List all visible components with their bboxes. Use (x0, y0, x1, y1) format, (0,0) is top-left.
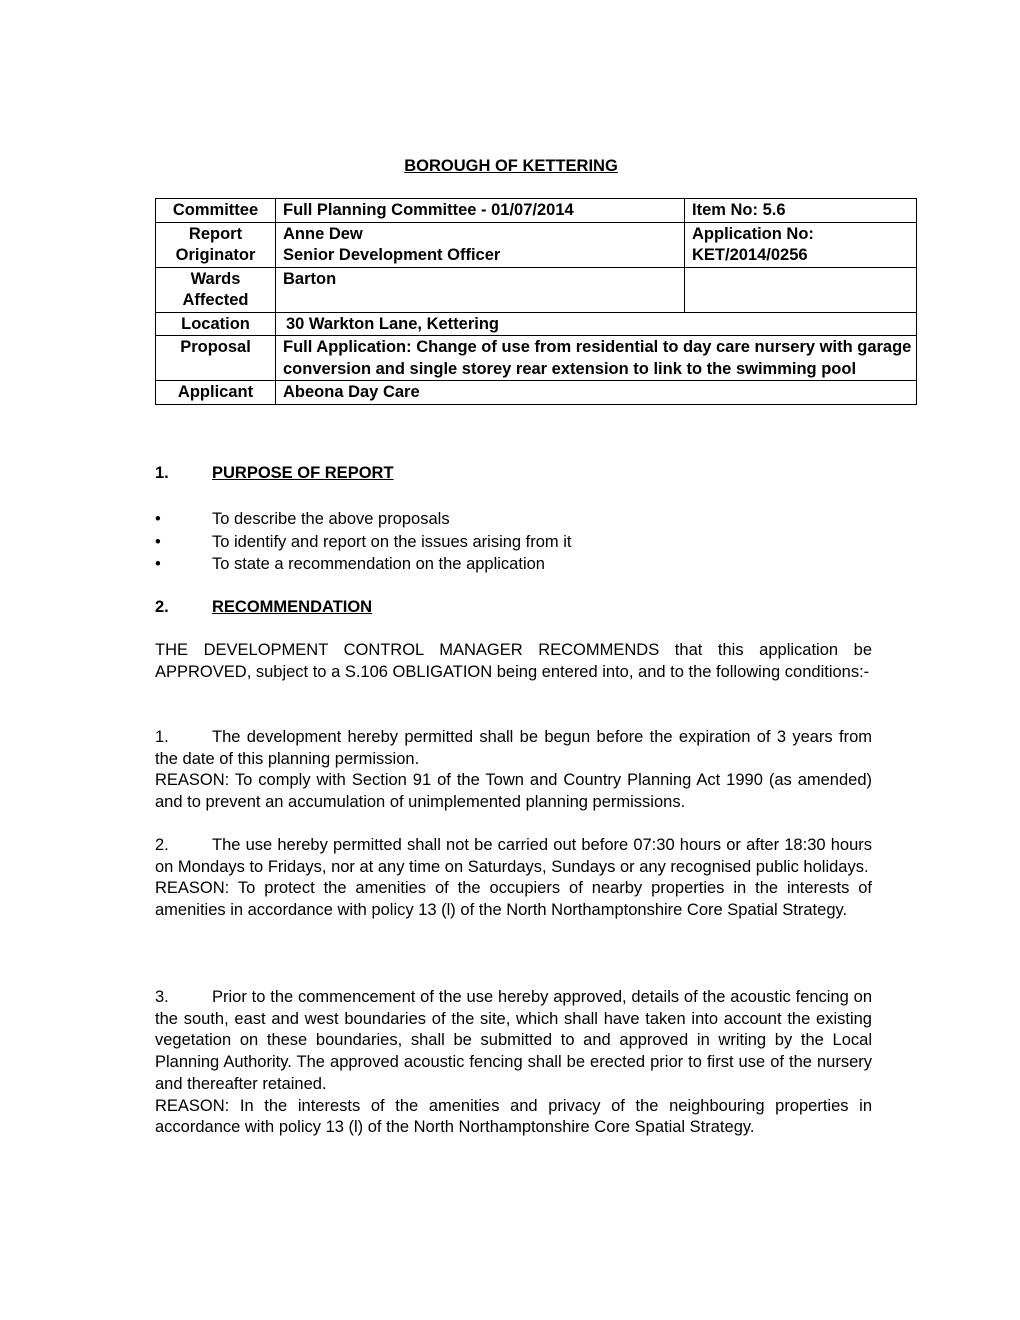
condition-2 (155, 835, 872, 922)
wards-row (156, 267, 917, 312)
applicant-value: Abeona Day Care (276, 381, 917, 405)
condition-1-reason: REASON: To comply with Section 91 of the Town and Country Planning Act 1990 (as amended) and to prevent an accumulation of unimplemented planning permissions. (155, 771, 872, 812)
applicant-row (156, 381, 917, 405)
wards-label: Wards Affected (156, 267, 276, 312)
proposal-row (156, 336, 917, 381)
application-number-cell (685, 222, 917, 267)
committee-value: Full Planning Committee - 01/07/2014 (276, 199, 685, 223)
list-item (155, 508, 572, 531)
section-2-number: 2. (155, 598, 169, 616)
wards-value: Barton (276, 267, 685, 312)
bullet-text: To state a recommendation on the application (212, 555, 545, 573)
location-label: Location (156, 312, 276, 336)
bullet-icon: • (155, 555, 161, 573)
section-2-title: RECOMMENDATION (212, 598, 373, 616)
list-item (155, 531, 572, 554)
report-originator-value (276, 222, 685, 267)
item-number: Item No: 5.6 (685, 199, 917, 223)
report-originator-label: Report Originator (156, 222, 276, 267)
application-info-table (155, 198, 917, 405)
wards-empty-cell (685, 267, 917, 312)
application-number-value: KET/2014/0256 (692, 246, 808, 264)
condition-2-text: 2. The use hereby permitted shall not be carried out before 07:30 hours or after 18:30 hours on Mondays to Fridays, nor at any time on Saturdays, Sundays or any recognised public holidays. (155, 836, 872, 876)
condition-1 (155, 727, 872, 814)
bullet-icon: • (155, 532, 161, 551)
applicant-label: Applicant (156, 381, 276, 405)
recommendation-intro: THE DEVELOPMENT CONTROL MANAGER RECOMMENDS that this application be APPROVED, subject to a S.106 OBLIGATION being entered into, and to the following conditions:- (155, 641, 872, 681)
location-row (156, 312, 917, 336)
condition-3-number: 3. (155, 988, 169, 1006)
bullet-text: To identify and report on the issues arising from it (212, 532, 572, 551)
condition-3-text: 3. Prior to the commencement of the use hereby approved, details of the acoustic fencing on the south, east and west boundaries of the site, which shall have taken into account the existing vegetation on these boundaries, shall be submitted to and approved in writing by the Local Planning Authority. The approved acoustic fencing shall be erected prior to first use of the nursery and thereafter retained. (155, 988, 872, 1093)
bullet-text: To describe the above proposals (212, 510, 450, 528)
condition-3 (155, 987, 872, 1139)
application-number-label: Application No: (692, 224, 814, 243)
condition-2-reason: REASON: To protect the amenities of the occupiers of nearby properties in the interests of amenities in accordance with policy 13 (l) of the North Northamptonshire Core Spatial Strategy. (155, 879, 872, 920)
section-1-number: 1. (155, 464, 169, 482)
report-originator-role: Senior Development Officer (283, 246, 501, 264)
report-originator-name: Anne Dew (283, 224, 363, 243)
committee-row (156, 199, 917, 223)
section-2-heading (155, 597, 372, 619)
document-title: BOROUGH OF KETTERING (404, 157, 618, 175)
condition-1-text: 1. The development hereby permitted shall be begun before the expiration of 3 years from the date of this planning permission. (155, 728, 872, 768)
condition-1-number: 1. (155, 728, 169, 746)
section-1-heading (155, 463, 394, 485)
committee-label: Committee (156, 199, 276, 223)
report-originator-row (156, 222, 917, 267)
condition-3-reason: REASON: In the interests of the amenities and privacy of the neighbouring properties in accordance with policy 13 (l) of the North Northamptonshire Core Spatial Strategy. (155, 1096, 872, 1137)
proposal-label: Proposal (156, 336, 276, 381)
section-1-title: PURPOSE OF REPORT (212, 464, 394, 482)
condition-2-number: 2. (155, 836, 169, 854)
purpose-bullet-list (155, 508, 572, 576)
location-value: 30 Warkton Lane, Kettering (276, 312, 917, 336)
bullet-icon: • (155, 510, 161, 528)
list-item (155, 553, 572, 576)
proposal-value: Full Application: Change of use from residential to day care nursery with garage conversion and single storey rear extension to link to the swimming pool (276, 336, 917, 381)
